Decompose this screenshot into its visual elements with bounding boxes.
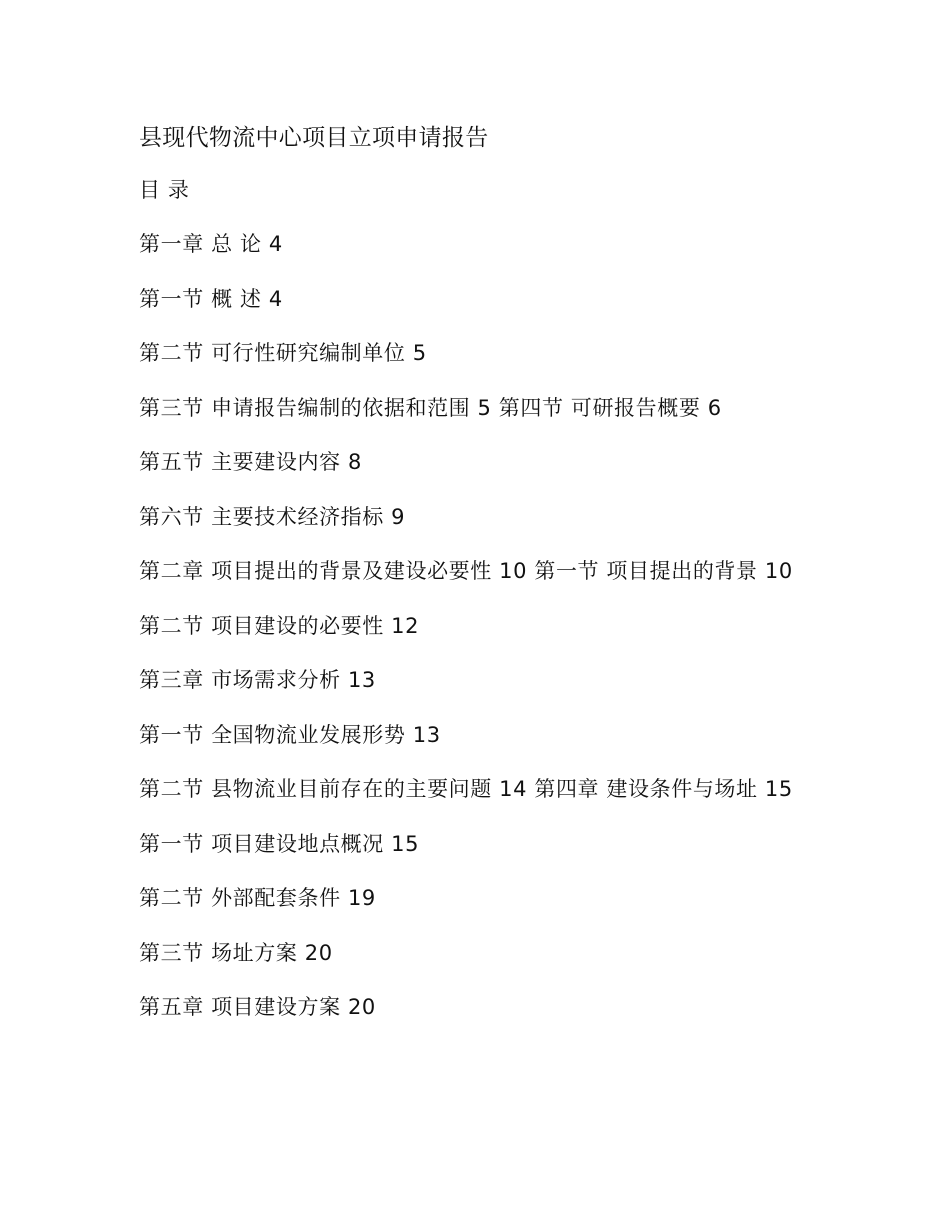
toc-entry: 第五节 主要建设内容 8 (139, 450, 362, 474)
toc-entry: 第二节 县物流业目前存在的主要问题 14 第四章 建设条件与场址 15 (139, 777, 793, 801)
toc-entry: 第一节 概 述 4 (139, 286, 283, 311)
toc-entry: 第五章 项目建设方案 20 (139, 995, 376, 1019)
toc-list (139, 227, 819, 1025)
toc-entry: 第一节 全国物流业发展形势 13 (139, 722, 441, 747)
toc-entry: 第三节 场址方案 20 (139, 940, 333, 965)
toc-entry: 第二节 外部配套条件 19 (139, 886, 376, 910)
toc-entry: 第二章 项目提出的背景及建设必要性 10 第一节 项目提出的背景 10 (139, 559, 793, 583)
toc-entry: 第六节 主要技术经济指标 9 (139, 504, 406, 529)
toc-entry: 第二节 项目建设的必要性 12 (139, 613, 420, 638)
document-title: 县现代物流中心项目立项申请报告 (139, 125, 489, 151)
toc-entry: 第三章 市场需求分析 13 (139, 668, 376, 692)
toc-entry: 第二节 可行性研究编制单位 5 (139, 341, 427, 365)
toc-entry: 第一节 项目建设地点概况 15 (139, 831, 420, 856)
toc-entry: 第三节 申请报告编制的依据和范围 5 第四节 可研报告概要 6 (139, 395, 722, 420)
toc-heading: 目 录 (139, 178, 190, 202)
toc-entry: 第一章 总 论 4 (139, 232, 283, 256)
document-page (139, 118, 819, 1025)
